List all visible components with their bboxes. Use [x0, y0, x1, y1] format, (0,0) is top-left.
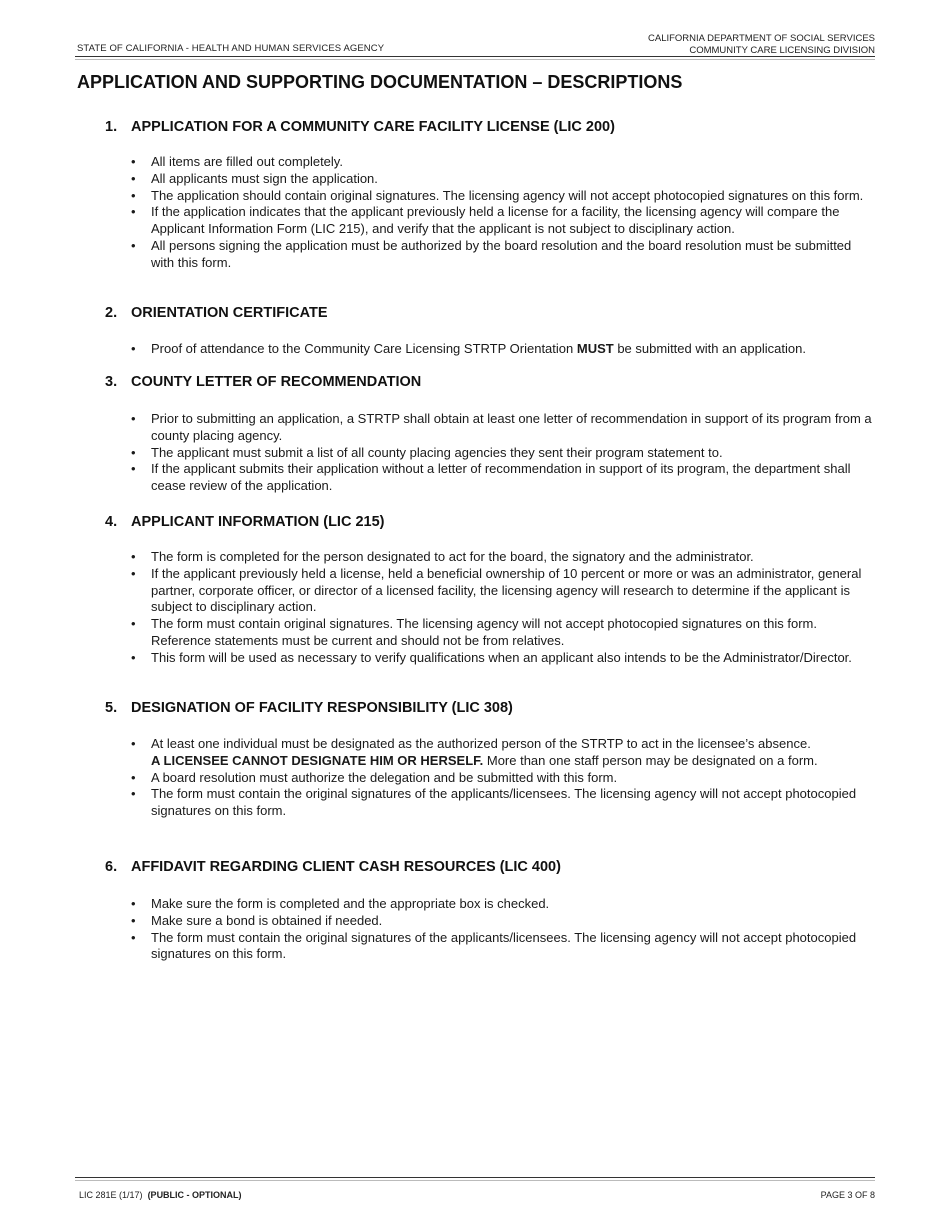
bullet-item: • If the application indicates that the applicant previously held a license for a facility, the licensing agency will compare the Applicant Information Form (LIC 215), and verify that the applicant is not subject to disciplinary action. [131, 204, 876, 238]
page-title: APPLICATION AND SUPPORTING DOCUMENTATION – DESCRIPTIONS [77, 72, 683, 92]
bullet-list [131, 154, 876, 272]
agency-header: STATE OF CALIFORNIA - HEALTH AND HUMAN SERVICES AGENCY [77, 43, 385, 54]
section-orientation-certificate [105, 305, 880, 356]
bullet-item: • All persons signing the application must be authorized by the board resolution and the board resolution must be submitted with this form. [131, 238, 876, 272]
bullet-text: At least one individual must be designated as the authorized person of the STRTP to act in the licensee’s absence. [151, 736, 811, 751]
section-lic-308 [105, 700, 880, 819]
footer-rule [75, 1177, 875, 1178]
bullet-item: • The form is completed for the person designated to act for the board, the signatory and the administrator. [131, 549, 876, 566]
section-lic-200 [105, 119, 880, 270]
header-rule-secondary [75, 59, 875, 60]
section-number: 5. [105, 700, 118, 716]
bullet-item: • The form must contain the original signatures of the applicants/licensees. The licensing agency will not accept photocopied signatures on this form. [131, 786, 876, 820]
footer-rule-secondary [75, 1180, 875, 1181]
section-number: 6. [105, 859, 118, 875]
bullet-item: • All applicants must sign the application. [131, 171, 876, 188]
section-heading [105, 374, 880, 394]
bullet-item: • This form will be used as necessary to verify qualifications when an applicant also intends to be the Administrator/Director. [131, 650, 876, 667]
bullet-item: • The application should contain original signatures. The licensing agency will not accept photocopied signatures on this form. [131, 188, 876, 205]
form-status: (PUBLIC - OPTIONAL) [147, 1190, 242, 1200]
bullet-item: • If the applicant previously held a license, held a beneficial ownership of 10 percent or more or was an administrator, general partner, corporate officer, or director of a licensed facility, the licensing agency will research to determine if the applicant is subject to disciplinary action. [131, 566, 876, 616]
department-header [648, 33, 875, 57]
section-heading [105, 305, 880, 325]
bullet-list [131, 411, 876, 495]
emphasis-text: MUST [576, 341, 614, 356]
section-heading [105, 859, 880, 879]
section-number: 4. [105, 514, 118, 530]
section-title: APPLICATION FOR A COMMUNITY CARE FACILITY LICENSE (LIC 200) [131, 119, 615, 135]
section-heading [105, 700, 880, 720]
section-lic-215 [105, 514, 880, 665]
section-number: 3. [105, 374, 118, 390]
bullet-list [131, 341, 876, 358]
section-heading [105, 514, 880, 534]
bullet-item: • If the applicant submits their application without a letter of recommendation in support of its program, the department shall cease review of the application. [131, 461, 876, 495]
bullet-item: • A board resolution must authorize the delegation and be submitted with this form. [131, 770, 876, 787]
bullet-item: • The form must contain original signatures. The licensing agency will not accept photocopied signatures on this form. Reference statements must be current and should not be from relatives. [131, 616, 876, 650]
section-county-letter [105, 374, 880, 494]
bullet-item [131, 736, 876, 770]
header-rule [75, 56, 875, 57]
department-name: CALIFORNIA DEPARTMENT OF SOCIAL SERVICES [648, 33, 875, 44]
bullet-item [131, 341, 876, 358]
emphasis-text: A LICENSEE CANNOT DESIGNATE HIM OR HERSELF. [151, 752, 484, 768]
bullet-list [131, 549, 876, 667]
section-number: 1. [105, 119, 118, 135]
section-title: AFFIDAVIT REGARDING CLIENT CASH RESOURCES (LIC 400) [131, 859, 561, 875]
section-number: 2. [105, 305, 118, 321]
bullet-text: Proof of attendance to the Community Care Licensing STRTP Orientation [151, 341, 577, 356]
form-number: LIC 281E (1/17) [79, 1190, 143, 1200]
bullet-text: be submitted with an application. [613, 341, 806, 356]
section-title: APPLICANT INFORMATION (LIC 215) [131, 514, 385, 530]
page-number: PAGE 3 OF 8 [820, 1190, 875, 1200]
bullet-text: More than one staff person may be designated on a form. [483, 752, 818, 768]
bullet-item: • The applicant must submit a list of all county placing agencies they sent their program statement to. [131, 445, 876, 462]
bullet-item: • All items are filled out completely. [131, 154, 876, 171]
bullet-item: • The form must contain the original signatures of the applicants/licensees. The licensing agency will not accept photocopied signatures on this form. [131, 930, 876, 964]
bullet-item: • Prior to submitting an application, a STRTP shall obtain at least one letter of recommendation in support of its program from a county placing agency. [131, 411, 876, 445]
section-title: DESIGNATION OF FACILITY RESPONSIBILITY (LIC 308) [131, 700, 513, 716]
bullet-item: • Make sure a bond is obtained if needed. [131, 913, 876, 930]
section-title: ORIENTATION CERTIFICATE [131, 305, 328, 321]
section-lic-400 [105, 859, 880, 962]
section-heading [105, 119, 880, 139]
bullet-list [131, 896, 876, 963]
section-title: COUNTY LETTER OF RECOMMENDATION [131, 374, 422, 390]
bullet-item: • Make sure the form is completed and the appropriate box is checked. [131, 896, 876, 913]
form-identifier [79, 1190, 242, 1200]
division-name: COMMUNITY CARE LICENSING DIVISION [689, 45, 875, 56]
bullet-list [131, 736, 876, 820]
